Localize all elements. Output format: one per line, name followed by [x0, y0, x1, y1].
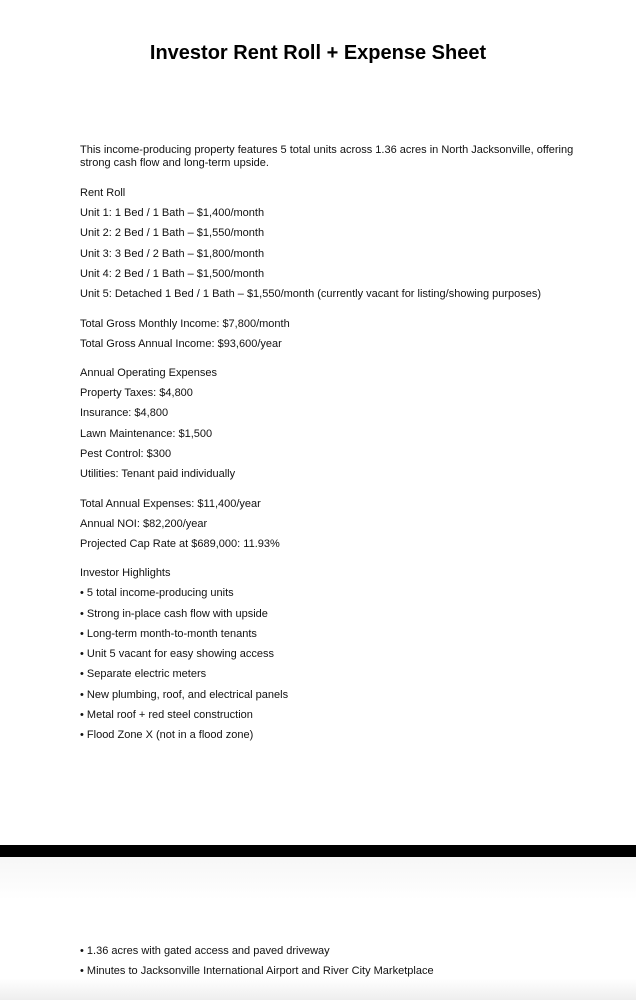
highlight-item: • Metal roof + red steel construction [80, 709, 253, 721]
document-title: Investor Rent Roll + Expense Sheet [149, 42, 487, 64]
expense-pest-control: Pest Control: $300 [80, 448, 172, 460]
intro-paragraph: This income-producing property features 5 total units across 1.36 acres in North Jacksonville, offering strong cash flow and long-term upside. [80, 144, 574, 169]
document-page-2 [0, 857, 636, 1000]
rent-roll-unit-5: Unit 5: Detached 1 Bed / 1 Bath – $1,550/month (currently vacant for listing/showing purposes) [80, 288, 542, 300]
highlight-item: • Long-term month-to-month tenants [80, 628, 257, 640]
gross-annual-income: Total Gross Annual Income: $93,600/year [80, 338, 282, 350]
projected-cap-rate: Projected Cap Rate at $689,000: 11.93% [80, 538, 280, 550]
highlights-heading: Investor Highlights [80, 567, 171, 579]
page-separator [0, 845, 636, 857]
rent-roll-unit-1: Unit 1: 1 Bed / 1 Bath – $1,400/month [80, 207, 265, 219]
highlight-item: • Minutes to Jacksonville International Airport and River City Marketplace [80, 965, 434, 977]
gross-monthly-income: Total Gross Monthly Income: $7,800/month [80, 318, 290, 330]
expense-property-taxes: Property Taxes: $4,800 [80, 387, 193, 399]
total-annual-expenses: Total Annual Expenses: $11,400/year [80, 498, 261, 510]
highlight-item: • Flood Zone X (not in a flood zone) [80, 729, 254, 741]
rent-roll-heading: Rent Roll [80, 187, 126, 199]
highlight-item: • New plumbing, roof, and electrical panels [80, 689, 289, 701]
rent-roll-unit-4: Unit 4: 2 Bed / 1 Bath – $1,500/month [80, 268, 265, 280]
highlight-item: • Unit 5 vacant for easy showing access [80, 648, 274, 660]
highlight-item: • Separate electric meters [80, 668, 207, 680]
rent-roll-unit-3: Unit 3: 3 Bed / 2 Bath – $1,800/month [80, 248, 265, 260]
highlight-item: • Strong in-place cash flow with upside [80, 608, 268, 620]
rent-roll-unit-2: Unit 2: 2 Bed / 1 Bath – $1,550/month [80, 227, 265, 239]
highlight-item: • 1.36 acres with gated access and paved driveway [80, 945, 330, 957]
expense-insurance: Insurance: $4,800 [80, 407, 169, 419]
expense-lawn-maintenance: Lawn Maintenance: $1,500 [80, 428, 213, 440]
annual-noi: Annual NOI: $82,200/year [80, 518, 208, 530]
highlight-item: • 5 total income-producing units [80, 587, 234, 599]
expenses-heading: Annual Operating Expenses [80, 367, 217, 379]
expense-utilities: Utilities: Tenant paid individually [80, 468, 236, 480]
